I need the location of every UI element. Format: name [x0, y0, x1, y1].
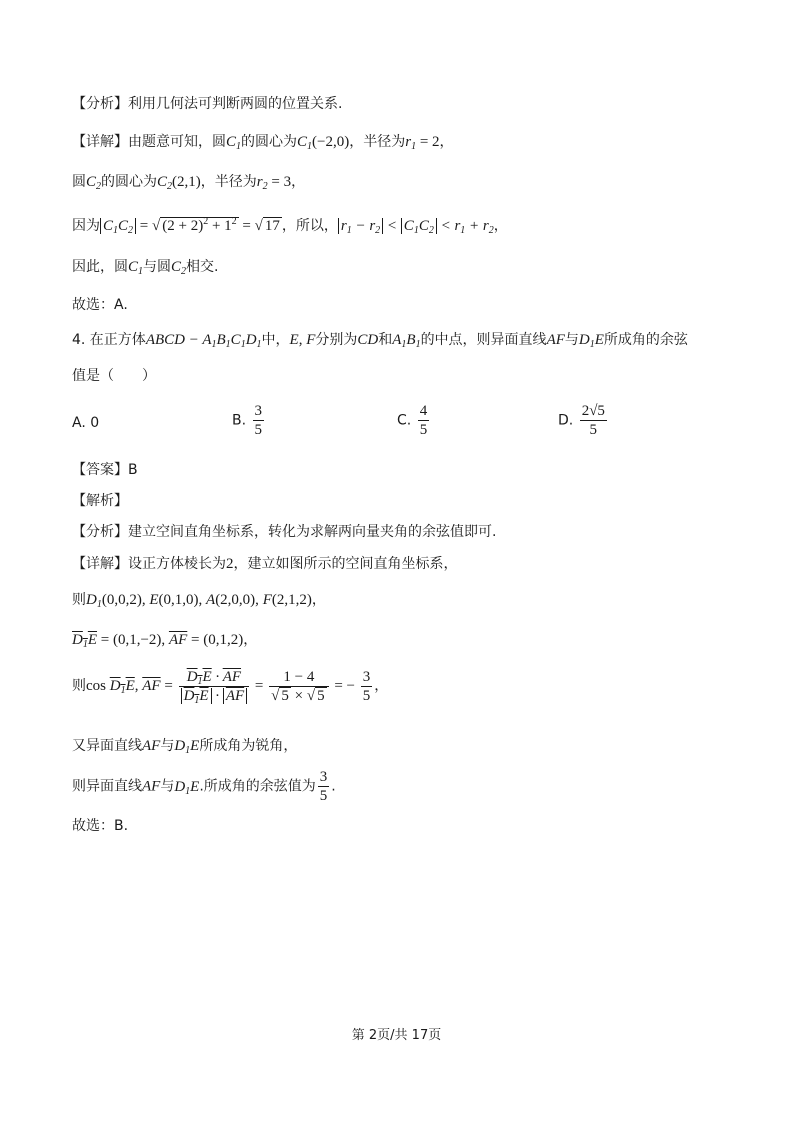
cosine-line: 则$\cos D_1E$, $\overline{AF}$ = $\frac{D_1E \cdot \overline{AF}}{D_1E \cdot \overline{AF}}$ = $\frac{1 - 4}{√ 5 \times √ 5}$ = − $\frac{3}{5}$ ，	[72, 668, 389, 706]
question-4-line-1: 4. 在正方体ABCD − $A_1B_1C_1D_1$中，E, F分别为CD和$A_1B_1$的中点，则异面直线AF与$D_1E$所成角的余弦	[72, 332, 688, 350]
detail-line-4: 因此，圆$C_1$与圆$C_2$相交.	[72, 259, 219, 277]
cosine-fraction: $\frac{D_1E \cdot \overline{AF}}{D_1E \cdot \overline{AF}}$	[179, 668, 250, 705]
analysis-line-1: 【分析】利用几何法可判断两圆的位置关系.	[72, 96, 343, 112]
math-cube: ABCD − $A_1B_1C_1D_1$	[145, 332, 262, 350]
detail-line-2: 圆$C_2$的圆心为$C_2(2,1)$，半径为$r_2 = 3$，	[72, 174, 306, 192]
math-c2-center: $C_2$	[157, 174, 173, 192]
acute-angle-line: 又异面直线AF与$D_1E$所成角为锐角，	[72, 738, 298, 756]
math-c1-center: $C_1$	[297, 134, 313, 152]
choice-line-2: 故选：B.	[72, 818, 129, 834]
option-d: D. $\frac{2√5}{5}$	[558, 403, 605, 438]
math-r1: $r_1$	[405, 134, 417, 152]
option-c: C. $\frac{4}{5}$	[397, 403, 428, 438]
math-c1c2-distance: $C_1C_2$	[100, 218, 136, 234]
detail-line-3: 因为 $C_1C_2$ = √ $(2 + 2)^2 + 1^2$ = √ 17 ，所以， $r_1 - r_2 < C_1C_2 < r_1 + r_2$，	[72, 216, 508, 236]
vectors-line: $D_1E = (0,1,-2)$, $\overline{AF} = (0,1,2)$，	[72, 632, 258, 650]
analysis-line-2: 【分析】建立空间直角坐标系，转化为求解两向量夹角的余弦值即可.	[72, 524, 497, 540]
math-c1: $C_1$	[226, 134, 242, 152]
option-a: A. 0	[72, 415, 100, 431]
math-c2: $C_2$	[86, 174, 102, 192]
math-r2: $r_2$	[256, 174, 268, 192]
detail-line-1: 【详解】由题意可知，圆$C_1$的圆心为$C_1(-2,0)$，半径为$r_1 = 2$，	[72, 134, 454, 152]
analysis-heading: 【解析】	[72, 493, 128, 509]
coordinates-line: 则$D_1(0,0,2)$, E(0,1,0), A(2,0,0), F(2,1,2)，	[72, 592, 326, 610]
math-inequality: $r_1 - r_2 < C_1C_2 < r_1 + r_2$	[338, 218, 494, 234]
detail-line-5: 【详解】设正方体棱长为2，建立如图所示的空间直角坐标系，	[72, 556, 458, 572]
option-b: B. $\frac{3}{5}$	[232, 403, 263, 438]
question-4-line-2: 值是（ ）	[72, 368, 156, 384]
choice-line-1: 故选：A.	[72, 297, 128, 313]
page-footer: 第 2页/共 17页	[351, 1028, 442, 1043]
answer-line: 【答案】B	[72, 462, 138, 478]
result-line: 则异面直线AF与$D_1E$.所成角的余弦值为 $\frac{3}{5}$ .	[72, 769, 336, 804]
